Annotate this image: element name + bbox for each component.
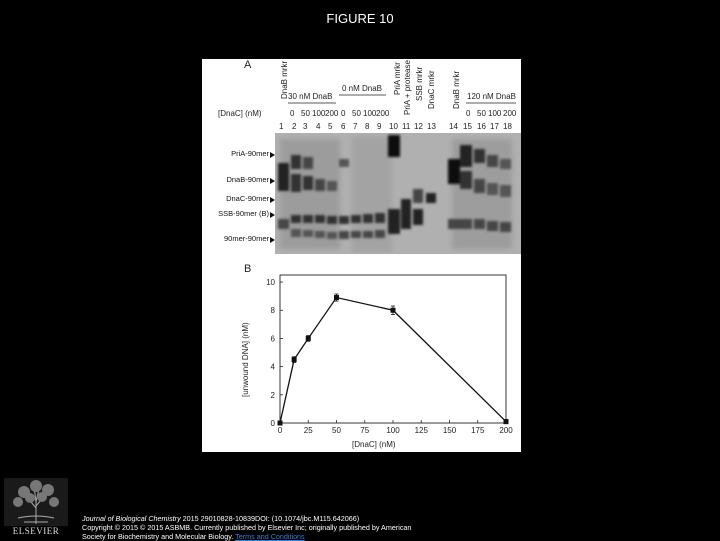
- lane-number: 2: [292, 122, 297, 131]
- conc-0-50: 50: [352, 109, 361, 118]
- citation-footer: [82, 514, 642, 541]
- y-tick-label: 10: [266, 278, 275, 288]
- arrow-icon: [270, 212, 275, 218]
- data-point: [278, 421, 283, 426]
- conc-30-50: 50: [301, 109, 310, 118]
- lane-number: 1: [279, 122, 284, 131]
- conc-30-100: 100: [312, 109, 326, 118]
- data-point: [504, 419, 509, 424]
- arrow-icon: [270, 197, 275, 203]
- journal-name: Journal of Biological Chemistry: [82, 514, 181, 523]
- y-tick-label: 2: [270, 390, 275, 400]
- x-tick-label: 75: [360, 426, 370, 435]
- lane-number: 16: [477, 122, 486, 131]
- lane-number: 6: [341, 122, 346, 131]
- lane-number: 3: [303, 122, 308, 131]
- lane-number: 15: [463, 122, 472, 131]
- marker-label-dnab-1: DnaB mrkr: [280, 60, 289, 99]
- data-point: [334, 295, 339, 300]
- chart-panel-b: [202, 255, 521, 452]
- band-label-ssb: SSB-90mer (B): [218, 209, 269, 218]
- marker-label-dnac: DnaC mrkr: [427, 70, 436, 109]
- marker-label-dnab-14: DnaB mrkr: [452, 70, 461, 109]
- group-label-30nm: 30 nM DnaB: [288, 92, 333, 101]
- elsevier-logo-text: ELSEVIER: [12, 526, 60, 536]
- y-tick-label: 6: [270, 334, 275, 344]
- lane-number: 11: [402, 122, 411, 131]
- lane-number: 8: [365, 122, 370, 131]
- y-tick-label: 0: [270, 419, 275, 428]
- lane-number: 14: [449, 122, 458, 131]
- lane-number: 13: [427, 122, 436, 131]
- terms-link[interactable]: Terms and Conditions: [235, 532, 305, 541]
- conc-120-0: 0: [466, 109, 471, 118]
- y-tick-label: 4: [270, 362, 275, 372]
- marker-label-ssb: SSB mrkr: [415, 66, 424, 101]
- x-tick-label: 50: [332, 426, 341, 435]
- band-label-pria: PriA-90mer: [231, 149, 269, 158]
- lane-number: 5: [328, 122, 333, 131]
- slide-title: FIGURE 10: [326, 11, 394, 26]
- lane-number: 4: [316, 122, 321, 131]
- x-tick-label: 100: [386, 426, 400, 435]
- conc-120-100: 100: [488, 109, 502, 118]
- arrow-icon: [270, 178, 275, 184]
- lane-number: 17: [490, 122, 499, 131]
- x-tick-label: 200: [499, 426, 513, 435]
- conc-30-200: 200: [325, 109, 339, 118]
- lane-number: 7: [353, 122, 358, 131]
- copyright-text: Copyright © 2015 © 2015 ASBMB. Currently published by Elsevier Inc; originally published by American: [82, 523, 412, 532]
- group-label-120nm: 120 nM DnaB: [467, 92, 516, 101]
- x-tick-label: 175: [471, 426, 485, 435]
- gel-panel-a: [202, 59, 521, 254]
- lane-number: 10: [389, 122, 398, 131]
- x-tick-label: 125: [414, 426, 428, 435]
- arrow-icon: [270, 237, 275, 243]
- marker-label-pria-protease: PriA + protease: [403, 60, 412, 115]
- panel-a-letter: A: [244, 59, 252, 71]
- y-axis-label: [unwound DNA] (nM): [241, 322, 250, 397]
- band-label-dnac: DnaC-90mer: [226, 194, 269, 203]
- lane-number: 12: [414, 122, 423, 131]
- group-label-0nm: 0 nM DnaB: [342, 84, 383, 93]
- citation-doi: 2015 29010828-10839DOI: (10.1074/jbc.M115.642066): [180, 514, 360, 523]
- marker-label-pria: PriA mrkr: [393, 62, 402, 95]
- conc-0-200: 200: [376, 109, 390, 118]
- figure-panel: [202, 59, 521, 452]
- data-point: [306, 336, 311, 341]
- dnac-row-label: [DnaC] (nM): [218, 109, 262, 118]
- band-label-dnab: DnaB-90mer: [226, 175, 269, 184]
- data-point: [391, 308, 396, 313]
- lane-number: 18: [503, 122, 512, 131]
- panel-b-letter: B: [244, 263, 252, 275]
- x-axis-label: [DnaC] (nM): [352, 440, 396, 449]
- series-line: [280, 298, 506, 423]
- data-point: [292, 357, 297, 362]
- plot-frame: [280, 275, 506, 423]
- y-tick-label: 8: [270, 306, 275, 316]
- conc-120-200: 200: [503, 109, 517, 118]
- band-label-90mer: 90mer-90mer: [223, 234, 269, 243]
- lane-number: 9: [377, 122, 382, 131]
- conc-0-100: 100: [363, 109, 377, 118]
- x-tick-label: 150: [442, 426, 457, 435]
- conc-0-0: 0: [341, 109, 346, 118]
- x-tick-label: 25: [303, 426, 313, 435]
- conc-120-50: 50: [477, 109, 486, 118]
- society-text: Society for Biochemistry and Molecular Biology.: [82, 532, 236, 541]
- x-tick-label: 0: [277, 426, 283, 435]
- conc-30-0: 0: [290, 109, 295, 118]
- arrow-icon: [270, 152, 275, 158]
